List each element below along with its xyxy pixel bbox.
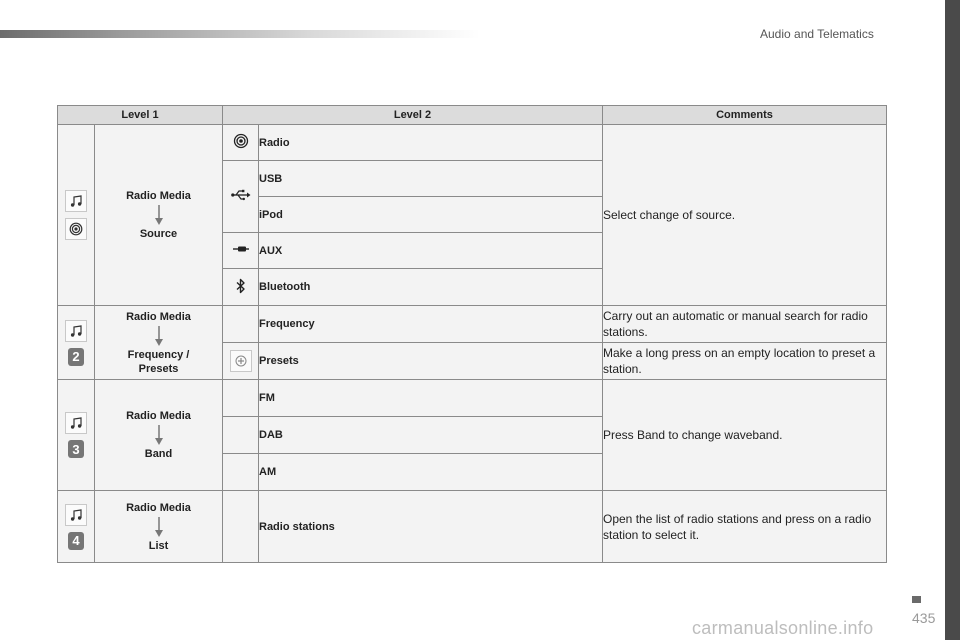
step-badge: 2 bbox=[68, 348, 84, 366]
menu-path bbox=[95, 306, 223, 380]
item-bluetooth[interactable]: Bluetooth bbox=[259, 269, 603, 306]
usb-icon bbox=[231, 189, 251, 201]
path-bottom: Source bbox=[139, 228, 178, 240]
item-icon-cell bbox=[223, 343, 259, 380]
path-top: Radio Media bbox=[126, 410, 191, 422]
table-row bbox=[58, 380, 887, 417]
arrow-down-icon bbox=[155, 326, 163, 346]
menu-path bbox=[95, 491, 223, 563]
arrow-down-icon bbox=[155, 517, 163, 537]
item-icon-cell bbox=[223, 269, 259, 306]
step-badge: 3 bbox=[68, 440, 84, 458]
menu-table bbox=[57, 105, 887, 563]
radio-waves-icon bbox=[65, 218, 87, 240]
item-icon-cell bbox=[223, 161, 259, 233]
music-note-icon bbox=[65, 504, 87, 526]
group-icons bbox=[58, 125, 95, 306]
item-am[interactable]: AM bbox=[259, 454, 603, 491]
column-header-comments: Comments bbox=[603, 106, 887, 125]
item-usb[interactable]: USB bbox=[259, 161, 603, 197]
presets-icon bbox=[230, 350, 252, 372]
item-icon-cell bbox=[223, 454, 259, 491]
table-row bbox=[58, 491, 887, 563]
table-row bbox=[58, 125, 887, 161]
aux-jack-icon bbox=[232, 244, 250, 254]
item-icon-cell bbox=[223, 417, 259, 454]
menu-path bbox=[95, 125, 223, 306]
item-dab[interactable]: DAB bbox=[259, 417, 603, 454]
bluetooth-icon bbox=[236, 278, 246, 294]
column-header-level2: Level 2 bbox=[223, 106, 603, 125]
item-icon-cell bbox=[223, 306, 259, 343]
music-note-icon bbox=[65, 412, 87, 434]
comment-frequency: Carry out an automatic or manual search for radio stations. bbox=[603, 306, 887, 343]
radio-icon bbox=[233, 133, 249, 149]
item-fm[interactable]: FM bbox=[259, 380, 603, 417]
section-title: Audio and Telematics bbox=[760, 27, 874, 41]
page-number: 435 bbox=[912, 610, 936, 626]
music-note-icon bbox=[65, 190, 87, 212]
page-marker bbox=[912, 596, 921, 603]
comment-list: Open the list of radio stations and press on a radio station to select it. bbox=[603, 491, 887, 563]
item-radio[interactable]: Radio bbox=[259, 125, 603, 161]
side-strip bbox=[945, 0, 960, 640]
step-badge: 4 bbox=[68, 532, 84, 550]
path-top: Radio Media bbox=[126, 190, 191, 202]
comment-presets: Make a long press on an empty location to preset a station. bbox=[603, 343, 887, 380]
item-icon-cell bbox=[223, 380, 259, 417]
item-icon-cell bbox=[223, 233, 259, 269]
comment-band: Press Band to change waveband. bbox=[603, 380, 887, 491]
group-icons bbox=[58, 380, 95, 491]
path-top: Radio Media bbox=[126, 501, 191, 514]
menu-path bbox=[95, 380, 223, 491]
item-ipod[interactable]: iPod bbox=[259, 197, 603, 233]
group-icons bbox=[58, 491, 95, 563]
header-gradient-bar bbox=[0, 30, 480, 38]
path-bottom: Band bbox=[144, 448, 173, 460]
path-bottom: Frequency / Presets bbox=[127, 348, 190, 375]
column-header-level1: Level 1 bbox=[58, 106, 223, 125]
watermark: carmanualsonline.info bbox=[692, 618, 874, 638]
arrow-down-icon bbox=[155, 205, 163, 225]
music-note-icon bbox=[65, 320, 87, 342]
item-frequency[interactable]: Frequency bbox=[259, 306, 603, 343]
path-top: Radio Media bbox=[126, 310, 191, 323]
table-row bbox=[58, 306, 887, 343]
item-presets[interactable]: Presets bbox=[259, 343, 603, 380]
item-radio-stations[interactable]: Radio stations bbox=[259, 491, 603, 563]
item-icon-cell bbox=[223, 125, 259, 161]
group-icons bbox=[58, 306, 95, 380]
item-aux[interactable]: AUX bbox=[259, 233, 603, 269]
path-bottom: List bbox=[148, 539, 169, 552]
comment-source: Select change of source. bbox=[603, 125, 887, 306]
item-icon-cell bbox=[223, 491, 259, 563]
arrow-down-icon bbox=[155, 425, 163, 445]
table-header-row bbox=[58, 106, 887, 125]
